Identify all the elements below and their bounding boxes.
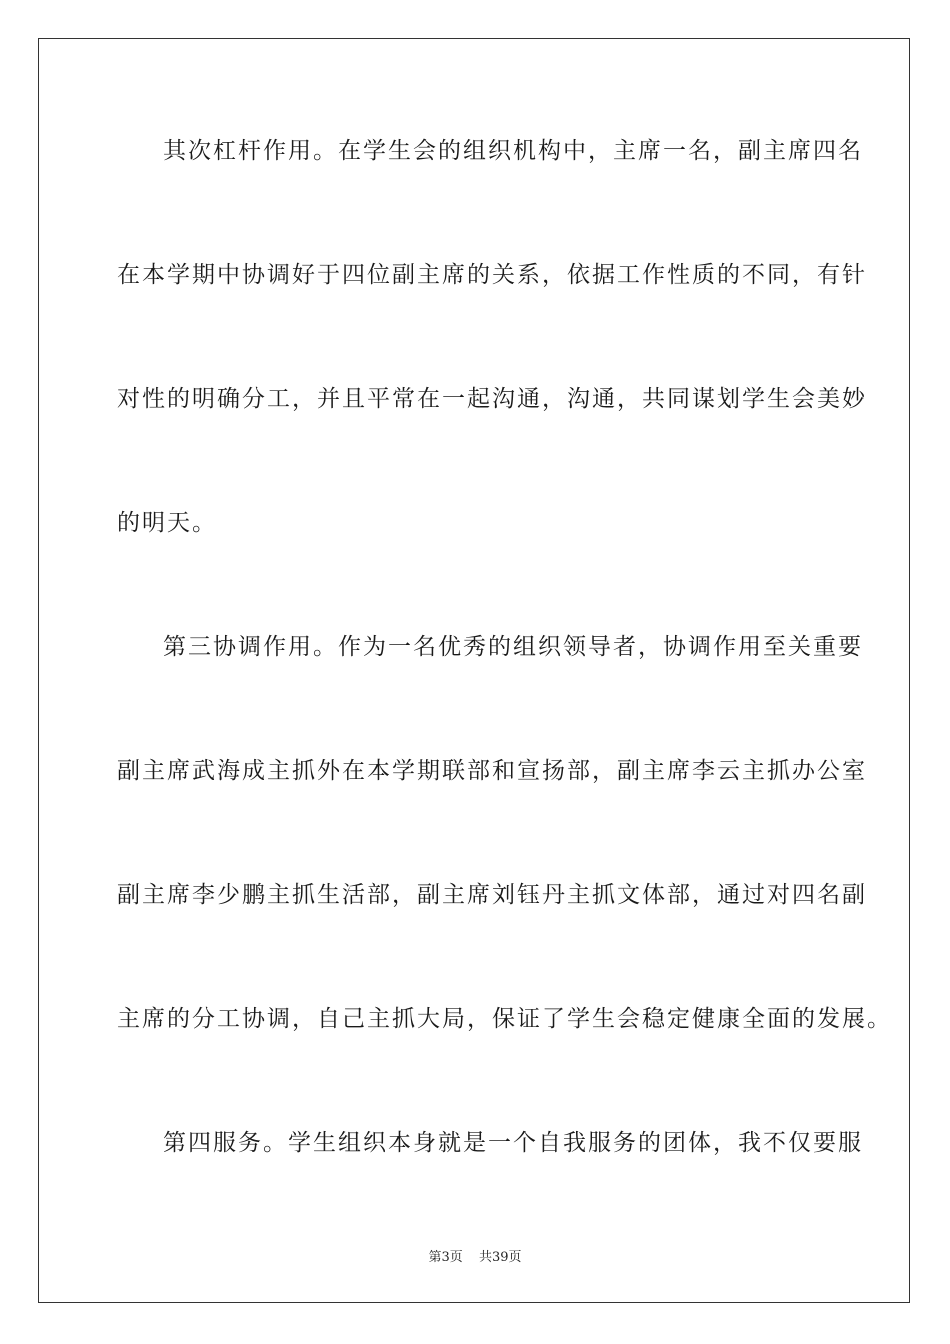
page-number: 第3页	[428, 1250, 463, 1265]
page-footer	[0, 1246, 950, 1265]
paragraph-line: 副主席李少鹏主抓生活部，副主席刘钰丹主抓文体部，通过对四名副	[117, 882, 867, 908]
page-total: 共39页	[478, 1250, 522, 1265]
paragraph-line: 副主席武海成主抓外在本学期联部和宣扬部，副主席李云主抓办公室	[117, 758, 867, 784]
paragraph-line: 对性的明确分工，并且平常在一起沟通，沟通，共同谋划学生会美妙	[117, 386, 867, 412]
paragraph-line: 第三协调作用。作为一名优秀的组织领导者，协调作用至关重要	[163, 634, 863, 660]
paragraph-line: 第四服务。学生组织本身就是一个自我服务的团体，我不仅要服	[163, 1130, 863, 1156]
paragraph-line: 主席的分工协调，自己主抓大局，保证了学生会稳定健康全面的发展。	[117, 1006, 892, 1032]
paragraph-line: 其次杠杆作用。在学生会的组织机构中，主席一名，副主席四名	[163, 138, 863, 164]
page-border	[38, 38, 910, 1303]
paragraph-line: 在本学期中协调好于四位副主席的关系，依据工作性质的不同，有针	[117, 262, 867, 288]
paragraph-line: 的明天。	[117, 510, 217, 536]
